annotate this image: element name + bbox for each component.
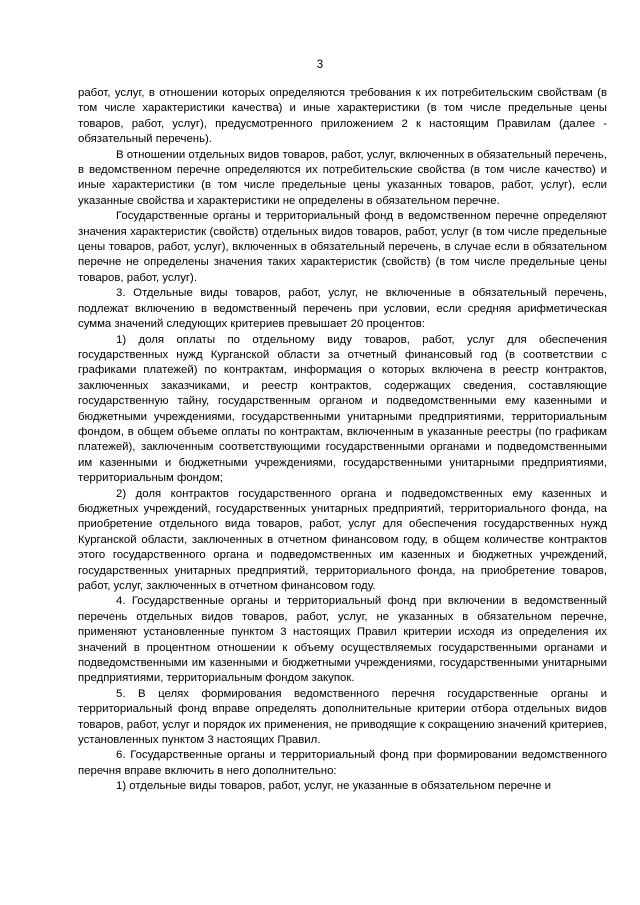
paragraph: 2) доля контрактов государственного органа и подведомственных ему казенных и бюджетных учреждений, государственных унитарных предприятий, территориального фонда, на приобретение отдельного вида товаров, работ, услуг для обеспечения государственных нужд Курганской области, заключенных в отчетном финансовом году, в общем количестве контрактов этого государственного органа и подведомственных им казенных и бюджетных учреждений, государственных унитарных предприятий, территориального фонда, на приобретение товаров, работ, услуг, заключенных в отчетном финансовом году. (78, 487, 607, 592)
paragraph: 5. В целях формирования ведомственного перечня государственные органы и территориальный фонд вправе определять дополнительные критерии отбора отдельных видов товаров, работ, услуг и порядок их применения, не приводящие к сокращению значений критериев, установленных пунктом 3 настоящих Правил. (78, 687, 607, 747)
paragraph: работ, услуг, в отношении которых определяются требования к их потребительским свойствам (в том числе характеристики качества) и иные характеристики (в том числе предельные цены товаров, работ, услуг), предусмотренного приложением 2 к настоящим Правилам (далее - обязательный перечень). (78, 87, 607, 146)
page-number: 3 (316, 59, 324, 71)
paragraph: Государственные органы и территориальный фонд в ведомственном перечне определяют значения характеристик (свойств) отдельных видов товаров, работ, услуг (в том числе предельные цены товаров, работ, услуг), включенных в обязательный перечень, в случае если в обязательном перечне не определены значения таких характеристик (свойств) (в том числе предельные цены товаров, работ, услуг). (78, 210, 607, 284)
paragraph: 6. Государственные органы и территориальный фонд при формировании ведомственного перечня вправе включить в него дополнительно: (78, 749, 607, 777)
paragraph: В отношении отдельных видов товаров, работ, услуг, включенных в обязательный перечень, в ведомственном перечне определяются их потребительские свойства (в том числе качество) и иные характеристики (в том числе предельные цены указанных товаров, работ, услуг), если указанные свойства и характеристики не определены в обязательном перечне. (78, 148, 607, 207)
document-body (78, 86, 607, 795)
paragraph: 4. Государственные органы и территориальный фонд при включении в ведомственный перечень отдельных видов товаров, работ, услуг, не указанных в обязательном перечне, применяют установленные пунктом 3 настоящих Правил критерии исходя из определения их значений в процентном отношении к объему осуществляемых государственными органами и подведомственными им казенными и бюджетными учреждениями, государственными унитарными предприятиями, территориальным фондом закупок. (78, 595, 607, 685)
paragraph: 1) доля оплаты по отдельному виду товаров, работ, услуг для обеспечения государственных нужд Курганской области за отчетный финансовый год (в соответствии с графиками платежей) по контрактам, информация о которых включена в реестр контрактов, заключенных заказчиками, и реестр контрактов, содержащих сведения, составляющие государственную тайну, государственным органом и подведомственными ему казенными и бюджетными учреждениями, государственными унитарными предприятиями, территориальным фондом, в общем объеме оплаты по контрактам, включенным в указанные реестры (по графикам платежей), заключенным соответствующими государственными органами и подведомственными им казенными и бюджетными учреждениями, государственными унитарными предприятиями, территориальным фондом; (78, 333, 607, 485)
paragraph: 3. Отдельные виды товаров, работ, услуг, не включенные в обязательный перечень, подлежат включению в ведомственный перечень при условии, если средняя арифметическая сумма значений следующих критериев превышает 20 процентов: (78, 287, 607, 331)
paragraph: 1) отдельные виды товаров, работ, услуг, не указанные в обязательном перечне и (116, 780, 551, 793)
